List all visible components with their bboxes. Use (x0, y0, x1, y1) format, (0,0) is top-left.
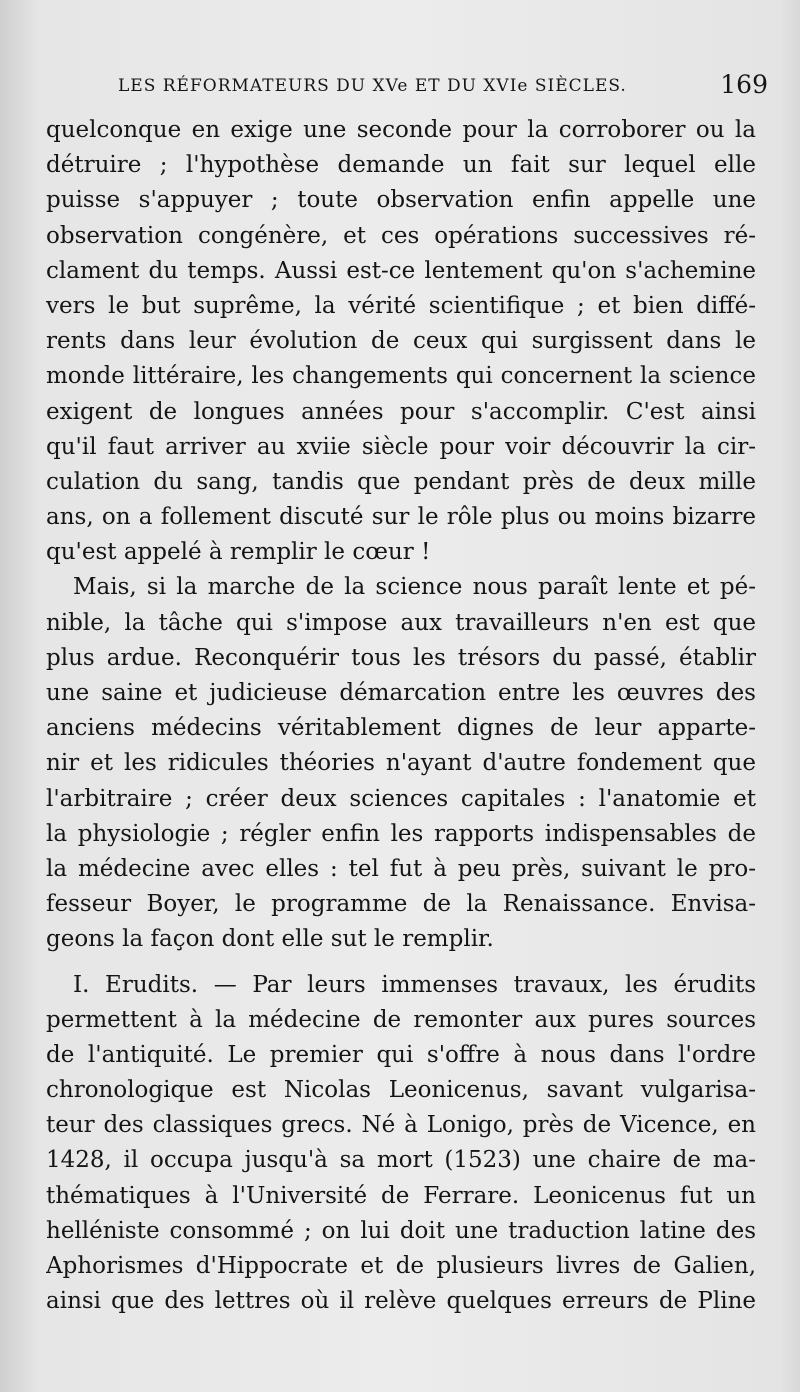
paragraph-1 (46, 113, 756, 570)
text-line: qu'il faut arriver au xviie siècle pour voir découvrir la cir- (46, 433, 756, 460)
text-line: une saine et judicieuse démarcation entre les œuvres des (46, 680, 756, 706)
paragraph-3 (46, 968, 756, 1320)
text-line: 1428, il occupa jusqu'à sa mort (1523) une chaire de ma- (46, 1147, 756, 1174)
text-line: l'arbitraire ; créer deux sciences capitales : l'anatomie et (46, 785, 756, 812)
text-line: teur des classiques grecs. Né à Lonigo, près de Vicence, en (46, 1112, 756, 1139)
text-line: plus ardue. Reconquérir tous les trésors du passé, établir (46, 644, 756, 671)
text-line: anciens médecins véritablement dignes de leur apparte- (46, 715, 756, 742)
text-line: ans, on a follement discuté sur le rôle plus ou moins bizarre (46, 504, 756, 531)
text-line: rents dans leur évolution de ceux qui surgissent dans le (46, 328, 756, 355)
text-line: ainsi que des lettres où il relève quelques erreurs de Pline (46, 1288, 756, 1315)
text-line: helléniste consommé ; on lui doit une traduction latine des (46, 1217, 756, 1244)
text-line: nir et les ridicules théories n'ayant d'autre fondement que (46, 750, 756, 777)
text-line: geons la façon dont elle sut le remplir. (46, 926, 494, 953)
text-line: chronologique est Nicolas Leonicenus, savant vulgarisa- (46, 1077, 756, 1104)
text-line: culation du sang, tandis que pendant près de deux mille (46, 468, 756, 495)
text-line: qu'est appelé à remplir le cœur ! (46, 539, 431, 566)
text-line: exigent de longues années pour s'accomplir. C'est ainsi (46, 398, 756, 425)
running-title: LES RÉFORMATEURS DU XVe ET DU XVIe SIÈCLES. (118, 76, 627, 96)
paragraph-2 (46, 570, 756, 957)
text-line: la médecine avec elles : tel fut à peu près, suivant le pro- (46, 855, 756, 882)
text-line: la physiologie ; régler enfin les rapports indispensables de (46, 820, 756, 847)
text-line: fesseur Boyer, le programme de la Renaissance. Envisa- (46, 891, 756, 918)
section-gap (46, 958, 756, 968)
text-line: de l'antiquité. Le premier qui s'offre à nous dans l'ordre (46, 1041, 756, 1068)
text-line: observation congénère, et ces opérations successives ré- (46, 222, 756, 249)
text-line: thématiques à l'Université de Ferrare. Leonicenus fut un (46, 1182, 756, 1209)
text-line: quelconque en exige une seconde pour la corroborer ou la (46, 117, 756, 143)
text-line: détruire ; l'hypothèse demande un fait sur lequel elle (46, 152, 756, 179)
text-line: permettent à la médecine de remonter aux pures sources (46, 1006, 756, 1033)
text-line: monde littéraire, les changements qui concernent la science (46, 363, 756, 390)
text-line: Aphorismes d'Hippocrate et de plusieurs livres de Galien, (46, 1253, 756, 1279)
text-line: vers le but suprême, la vérité scientifique ; et bien diffé- (46, 292, 756, 319)
text-line: clament du temps. Aussi est-ce lentement qu'on s'achemine (46, 257, 756, 284)
page-header (118, 70, 768, 104)
text-line: I. Erudits. — Par leurs immenses travaux, les érudits (73, 971, 756, 998)
text-line: Mais, si la marche de la science nous paraît lente et pé- (73, 574, 756, 601)
text-line: puisse s'appuyer ; toute observation enfin appelle une (46, 187, 756, 214)
body-text (46, 113, 756, 1319)
page-number: 169 (720, 70, 768, 99)
text-line: nible, la tâche qui s'impose aux travailleurs n'en est que (46, 609, 756, 636)
